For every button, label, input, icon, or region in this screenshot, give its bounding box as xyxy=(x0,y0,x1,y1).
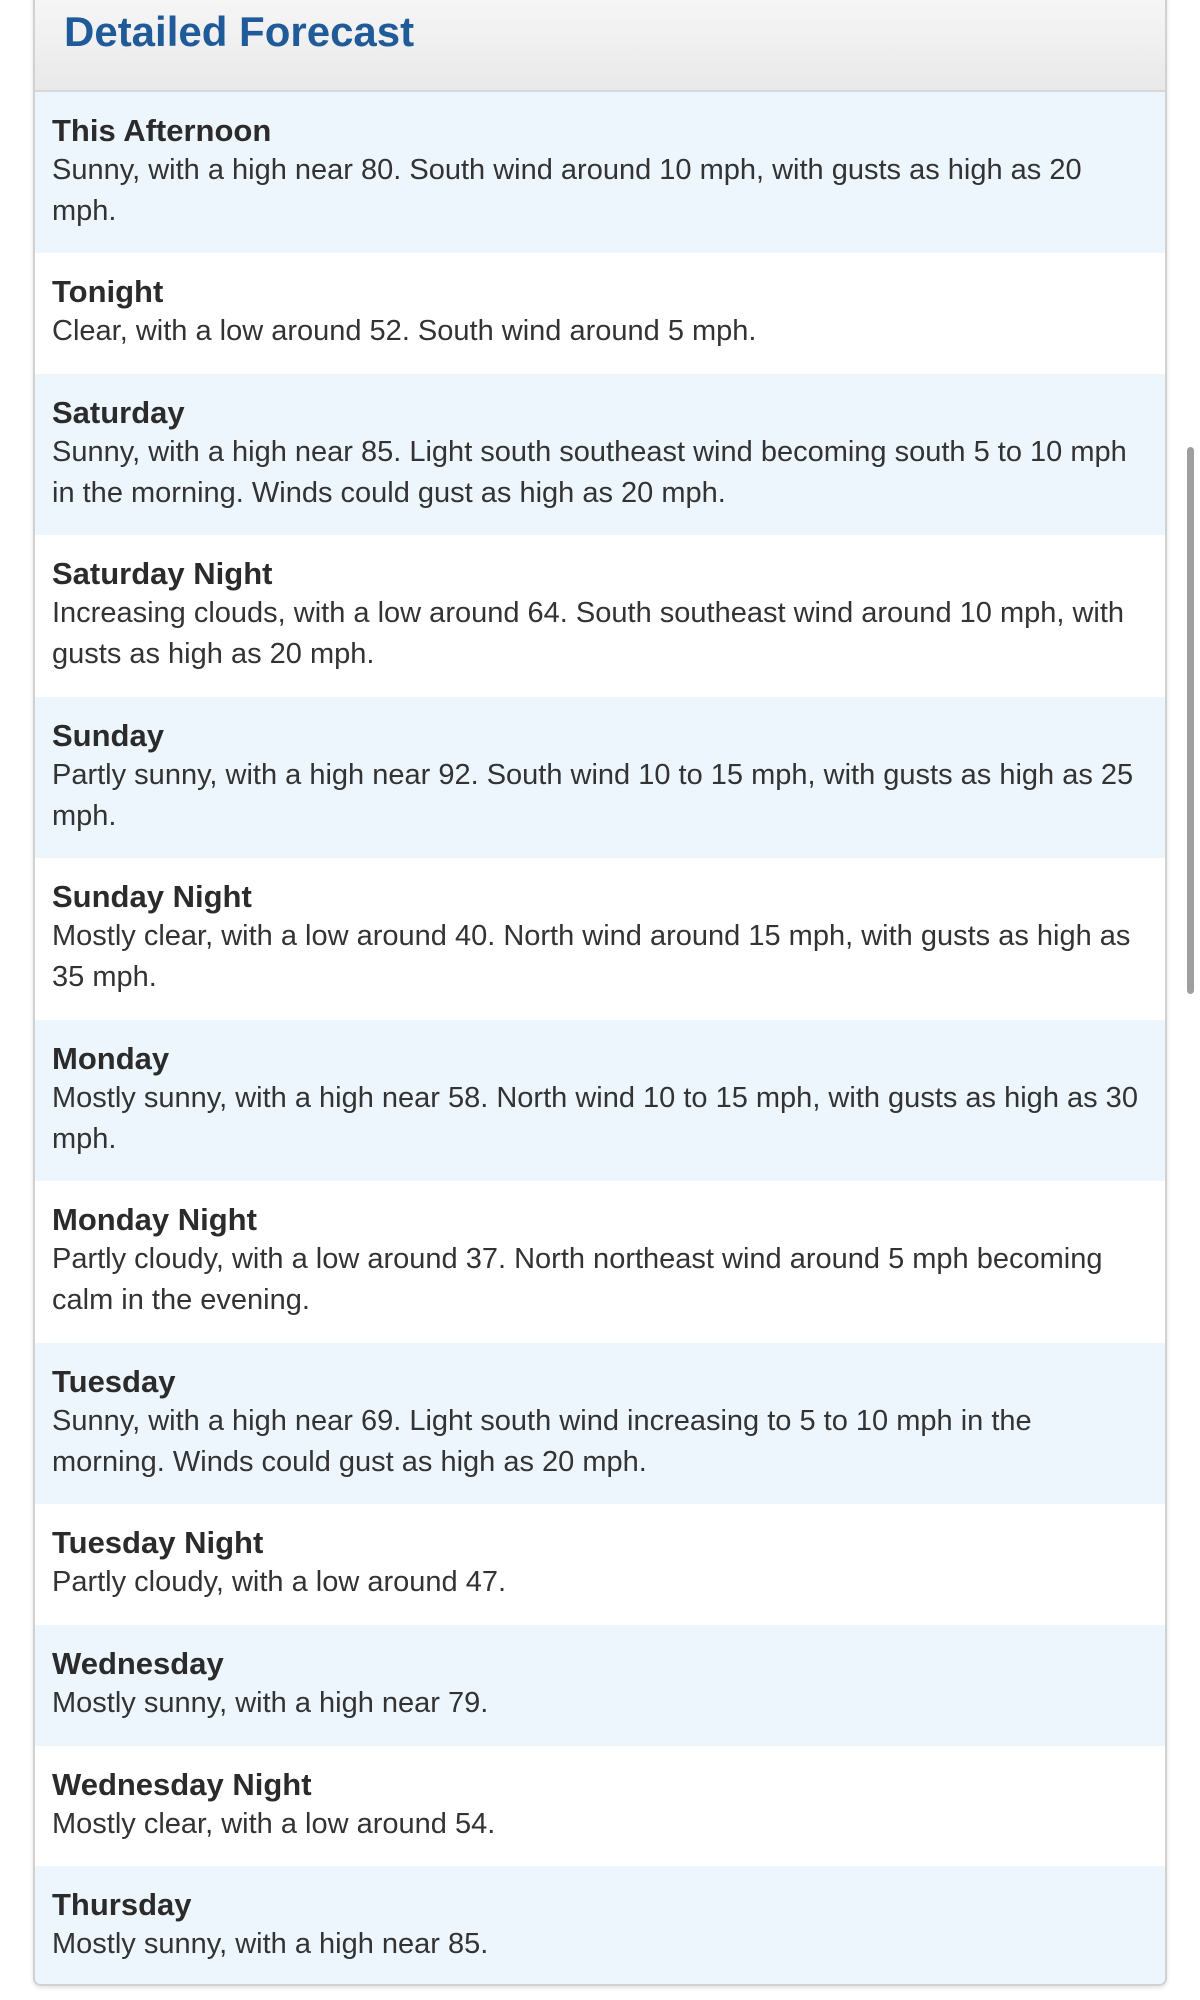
panel-header xyxy=(35,0,1165,92)
forecast-row xyxy=(35,1746,1165,1866)
forecast-period: This Afternoon xyxy=(52,113,272,148)
forecast-text: Sunny, with a high near 85. Light south southeast wind becoming south 5 to 10 mph in the morning. Winds could gust as high as 20 mph. xyxy=(52,436,1127,509)
forecast-text: Partly sunny, with a high near 92. South wind 10 to 15 mph, with gusts as high as 25 mph. xyxy=(52,759,1134,832)
forecast-row xyxy=(35,535,1165,697)
forecast-row xyxy=(35,858,1165,1020)
forecast-text: Mostly sunny, with a high near 58. North wind 10 to 15 mph, with gusts as high as 30 mph. xyxy=(52,1082,1138,1155)
forecast-row xyxy=(35,1181,1165,1343)
forecast-text: Sunny, with a high near 69. Light south wind increasing to 5 to 10 mph in the morning. Winds could gust as high as 20 mph. xyxy=(52,1405,1032,1478)
forecast-period: Monday Night xyxy=(52,1202,257,1237)
forecast-period: Monday xyxy=(52,1041,170,1076)
panel-title: Detailed Forecast xyxy=(64,8,415,55)
forecast-period: Saturday Night xyxy=(52,556,273,591)
forecast-row xyxy=(35,92,1165,253)
forecast-row xyxy=(35,1866,1165,1986)
forecast-row xyxy=(35,1625,1165,1746)
detailed-forecast-panel xyxy=(33,0,1167,1986)
forecast-text: Mostly clear, with a low around 40. North wind around 15 mph, with gusts as high as 35 mph. xyxy=(52,920,1131,993)
forecast-row xyxy=(35,1343,1165,1504)
forecast-text: Clear, with a low around 52. South wind around 5 mph. xyxy=(52,315,757,347)
forecast-text: Partly cloudy, with a low around 37. North northeast wind around 5 mph becoming calm in the evening. xyxy=(52,1243,1103,1316)
vertical-scrollbar[interactable] xyxy=(1187,447,1194,994)
forecast-row xyxy=(35,697,1165,858)
forecast-period: Tonight xyxy=(52,274,164,309)
forecast-period: Sunday Night xyxy=(52,879,252,914)
forecast-text: Mostly sunny, with a high near 79. xyxy=(52,1687,489,1719)
forecast-text: Sunny, with a high near 80. South wind around 10 mph, with gusts as high as 20 mph. xyxy=(52,154,1082,227)
forecast-row xyxy=(35,374,1165,535)
forecast-period: Wednesday xyxy=(52,1646,224,1681)
forecast-period: Tuesday xyxy=(52,1364,176,1399)
forecast-period: Thursday xyxy=(52,1887,192,1922)
forecast-period: Sunday xyxy=(52,718,164,753)
forecast-text: Increasing clouds, with a low around 64. South southeast wind around 10 mph, with gusts as high as 20 mph. xyxy=(52,597,1125,670)
forecast-row xyxy=(35,1504,1165,1625)
forecast-period: Tuesday Night xyxy=(52,1525,264,1560)
forecast-period: Wednesday Night xyxy=(52,1767,312,1802)
forecast-row xyxy=(35,1020,1165,1181)
forecast-text: Mostly sunny, with a high near 85. xyxy=(52,1928,489,1960)
forecast-text: Partly cloudy, with a low around 47. xyxy=(52,1566,507,1598)
forecast-text: Mostly clear, with a low around 54. xyxy=(52,1808,496,1840)
forecast-period: Saturday xyxy=(52,395,185,430)
forecast-row xyxy=(35,253,1165,374)
